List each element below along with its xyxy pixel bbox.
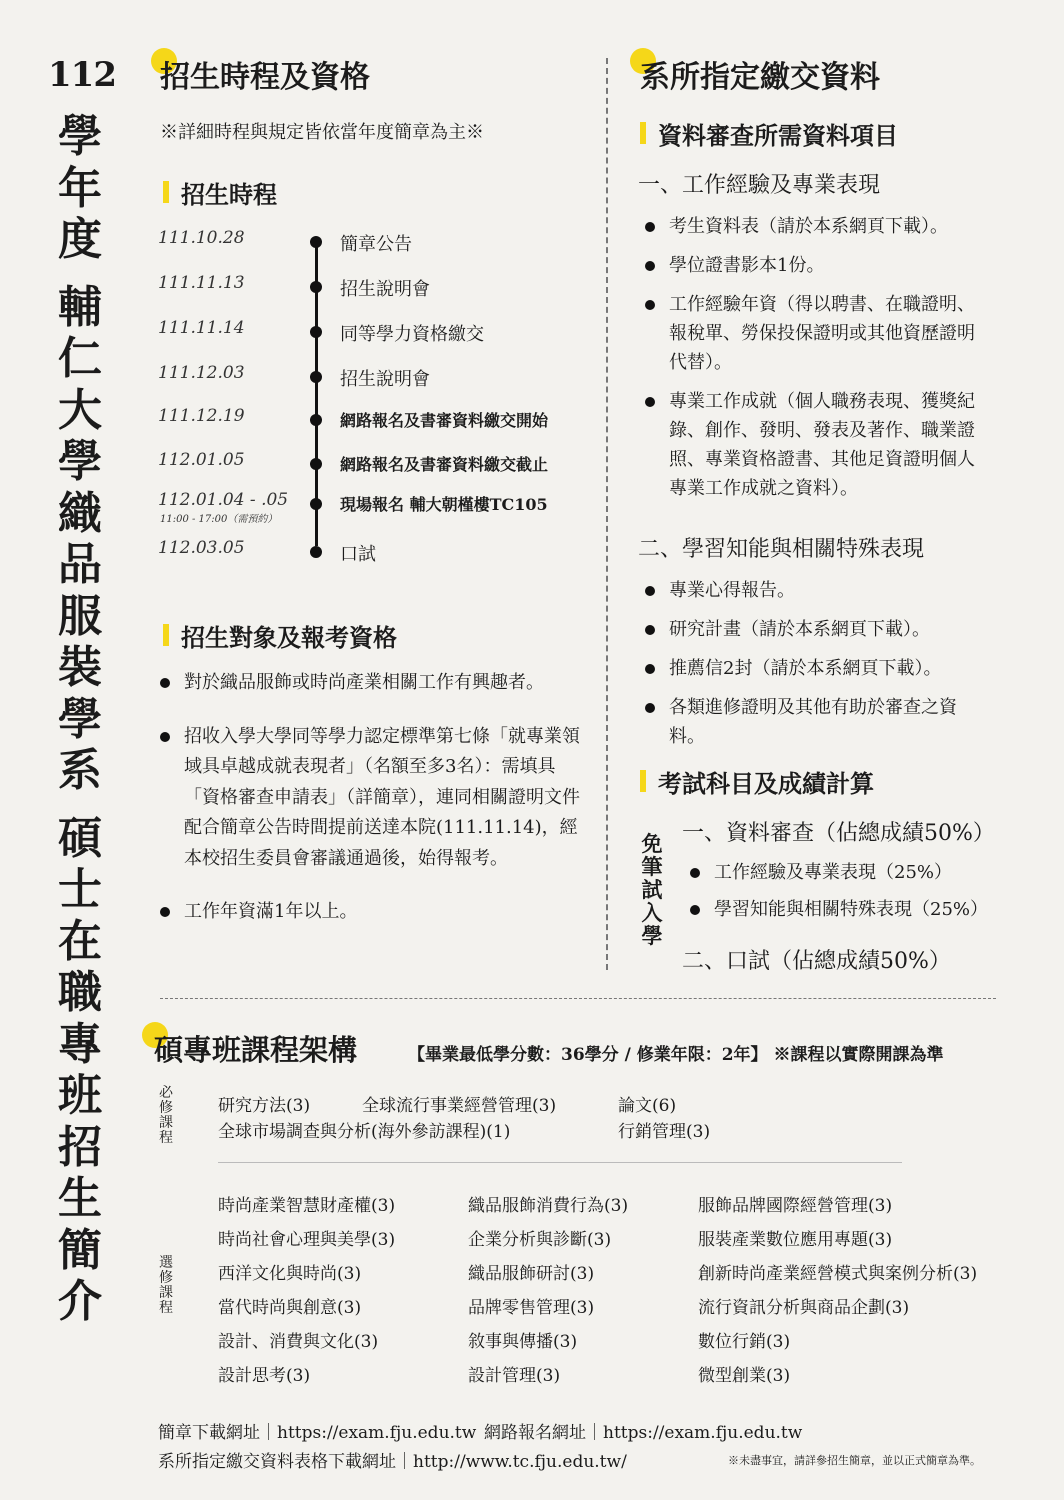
- course-item: 設計管理(3): [468, 1366, 561, 1386]
- course-item: 時尚社會心理與美學(3): [218, 1230, 396, 1250]
- list-item: 專業心得報告。: [645, 576, 985, 605]
- vertical-title-line1: [48, 111, 112, 266]
- course-item: 論文(6): [618, 1096, 677, 1116]
- timeline-title: 招生時程: [163, 175, 277, 210]
- group2-title: 二、學習知能與相關特殊表現: [638, 537, 925, 562]
- list-item: 招收入學大學同等學力認定標準第七條「就專業領域具卓越成就表現者」（名額至多3名）：需填具「資格審查申請表」（詳簡章），連同相關證明文件配合簡章公告時間提前送達本院(111.11.14)，經本校招生委員會審議通過後，始得報考。: [160, 722, 580, 875]
- timeline-row: [158, 318, 598, 348]
- list-item: 工作經驗年資（得以聘書、在職證明、報稅單、勞保投保證明或其他資歷證明代替）。: [645, 290, 985, 377]
- timeline: [158, 228, 598, 563]
- timeline-time: 11:00 - 17:00（需預約）: [160, 514, 278, 525]
- timeline-date: 112.01.04 - .05: [158, 490, 289, 510]
- timeline-dot: [310, 371, 322, 383]
- required-label: [157, 1086, 175, 1146]
- timeline-date: 112.03.05: [158, 538, 245, 558]
- course-item: 織品服飾研討(3): [468, 1264, 595, 1284]
- course-item: 設計、消費與文化(3): [218, 1332, 379, 1352]
- timeline-dot: [310, 498, 322, 510]
- label-char: 課: [159, 1285, 173, 1301]
- curriculum-info: 【畢業最低學分數：36學分 / 修業年限：2年】 ※課程以實際開課為準: [408, 1045, 944, 1065]
- course-item: 全球流行事業經營管理(3): [362, 1096, 557, 1116]
- vertical-title-char: 學: [58, 693, 102, 745]
- exempt-char: 學: [641, 923, 663, 948]
- label-char: 修: [159, 1100, 173, 1116]
- exam-sub-list: [690, 858, 990, 934]
- timeline-row: [158, 538, 598, 568]
- exempt-label: [638, 832, 666, 947]
- timeline-dot: [310, 281, 322, 293]
- group2-list: [645, 576, 985, 761]
- timeline-row: [158, 450, 598, 480]
- timeline-date: 111.10.28: [158, 228, 245, 248]
- vertical-title-char: 招: [58, 1121, 102, 1173]
- list-item: 研究計畫（請於本系網頁下載）。: [645, 615, 985, 644]
- course-item: 流行資訊分析與商品企劃(3): [698, 1298, 910, 1318]
- timeline-event: 招生說明會: [340, 279, 430, 300]
- vertical-title-char: 服: [58, 590, 102, 642]
- course-item: 全球市場調查與分析(海外參訪課程)(1): [218, 1122, 511, 1142]
- list-item: 推薦信2封（請於本系網頁下載）。: [645, 654, 985, 683]
- review-title: 資料審查所需資料項目: [640, 116, 898, 151]
- timeline-dot: [310, 236, 322, 248]
- schedule-section-title: 招生時程及資格: [160, 60, 370, 95]
- eligibility-list: [160, 668, 580, 951]
- course-item: 行銷管理(3): [618, 1122, 711, 1142]
- vertical-title-line2: [48, 282, 112, 797]
- list-item: 工作經驗及專業表現（25%）: [690, 858, 990, 887]
- course-item: 織品服飾消費行為(3): [468, 1196, 629, 1216]
- timeline-dot: [310, 458, 322, 470]
- timeline-event: 口試: [340, 544, 376, 565]
- vertical-title-char: 簡: [58, 1224, 102, 1276]
- timeline-row: [158, 406, 598, 436]
- course-item: 微型創業(3): [698, 1366, 791, 1386]
- label-char: 程: [159, 1130, 173, 1146]
- course-item: 西洋文化與時尚(3): [218, 1264, 362, 1284]
- vertical-title-char: 系: [58, 745, 102, 796]
- vertical-title-char: 仁: [58, 333, 102, 384]
- vertical-title-char: 大: [58, 384, 102, 436]
- vertical-title: [48, 55, 116, 1328]
- section-divider: [160, 998, 996, 999]
- timeline-date: 111.12.19: [158, 406, 245, 426]
- course-item: 研究方法(3): [218, 1096, 311, 1116]
- course-item: 當代時尚與創意(3): [218, 1298, 362, 1318]
- label-char: 選: [159, 1255, 173, 1271]
- list-item: 各類進修證明及其他有助於審查之資料。: [645, 693, 985, 751]
- vertical-title-char: 生: [58, 1173, 102, 1224]
- list-item: 對於織品服飾或時尚產業相關工作有興趣者。: [160, 668, 580, 699]
- forms-url[interactable]: 系所指定繳交資料表格下載網址｜http://www.tc.fju.edu.tw/: [158, 1452, 627, 1472]
- online-registration-url[interactable]: 網路報名網址｜https://exam.fju.edu.tw: [484, 1423, 803, 1443]
- vertical-title-char: 碩: [58, 812, 102, 864]
- brochure-url[interactable]: 簡章下載網址｜https://exam.fju.edu.tw: [158, 1423, 477, 1443]
- vertical-title-char: 裝: [58, 642, 102, 693]
- timeline-event: 同等學力資格繳交: [340, 324, 484, 345]
- timeline-event: 簡章公告: [340, 234, 412, 255]
- course-item: 創新時尚產業經營模式與案例分析(3): [698, 1264, 978, 1284]
- label-char: 必: [159, 1085, 173, 1101]
- curriculum-title: 碩專班課程架構: [154, 1033, 358, 1067]
- disclaimer: ※未盡事宜，請詳參招生簡章，並以正式簡章為準。: [728, 1454, 981, 1467]
- exempt-char: 免: [641, 831, 663, 856]
- eligibility-title: 招生對象及報考資格: [163, 618, 397, 653]
- course-divider: [218, 1162, 902, 1163]
- list-item: 考生資料表（請於本系網頁下載）。: [645, 212, 985, 241]
- course-item: 時尚產業智慧財產權(3): [218, 1196, 396, 1216]
- list-item: 工作年資滿1年以上。: [160, 897, 580, 928]
- timeline-event: 網路報名及書審資料繳交開始: [340, 411, 549, 430]
- timeline-date: 112.01.05: [158, 450, 245, 470]
- vertical-title-char: 學: [58, 436, 102, 487]
- column-divider: [606, 58, 608, 970]
- vertical-title-char: 職: [58, 967, 102, 1018]
- vertical-title-year: 112: [48, 55, 116, 95]
- label-char: 課: [159, 1115, 173, 1131]
- exempt-char: 筆: [641, 854, 663, 879]
- timeline-dot: [310, 414, 322, 426]
- vertical-title-char: 品: [58, 539, 102, 590]
- timeline-row: [158, 363, 598, 393]
- timeline-date: 111.11.14: [158, 318, 245, 338]
- group1-title: 一、工作經驗及專業表現: [638, 173, 881, 198]
- timeline-event: 網路報名及書審資料繳交截止: [340, 455, 549, 474]
- course-item: 敘事與傳播(3): [468, 1332, 578, 1352]
- list-item: 專業工作成就（個人職務表現、獲獎紀錄、創作、發明、發表及著作、職業證照、專業資格證書、其他足資證明個人專業工作成就之資料）。: [645, 387, 985, 503]
- vertical-title-char: 介: [58, 1276, 102, 1327]
- timeline-row: [158, 490, 598, 525]
- vertical-title-char: 度: [58, 214, 102, 265]
- timeline-event: 招生說明會: [340, 369, 430, 390]
- vertical-title-char: 在: [58, 915, 102, 967]
- schedule-note: ※詳細時程與規定皆依當年度簡章為主※: [160, 122, 484, 143]
- course-item: 企業分析與診斷(3): [468, 1230, 612, 1250]
- course-item: 服飾品牌國際經營管理(3): [698, 1196, 893, 1216]
- timeline-dot: [310, 326, 322, 338]
- timeline-date: 111.12.03: [158, 363, 245, 383]
- list-item: 學位證書影本1份。: [645, 251, 985, 280]
- vertical-title-char: 輔: [58, 281, 102, 333]
- timeline-date: 111.11.13: [158, 273, 245, 293]
- vertical-title-line3: [48, 813, 112, 1328]
- course-item: 服裝產業數位應用專題(3): [698, 1230, 893, 1250]
- exam-title: 考試科目及成績計算: [640, 764, 874, 799]
- vertical-title-char: 班: [58, 1070, 102, 1121]
- timeline-event: 現場報名 輔大朝槿樓TC105: [340, 495, 548, 514]
- course-item: 品牌零售管理(3): [468, 1298, 595, 1318]
- exam-item1: 一、資料審查（佔總成績50%）: [682, 821, 995, 846]
- vertical-title-char: 學: [58, 111, 102, 162]
- documents-section-title: 系所指定繳交資料: [640, 60, 880, 95]
- vertical-title-char: 年: [58, 162, 102, 214]
- timeline-row: [158, 273, 598, 303]
- group1-list: [645, 212, 985, 513]
- timeline-dot: [310, 546, 322, 558]
- vertical-title-char: 專: [58, 1018, 102, 1070]
- vertical-title-char: 織: [58, 487, 102, 539]
- course-item: 設計思考(3): [218, 1366, 311, 1386]
- vertical-title-char: 士: [58, 864, 102, 915]
- label-char: 修: [159, 1270, 173, 1286]
- course-item: 數位行銷(3): [698, 1332, 791, 1352]
- elective-label: [157, 1256, 175, 1316]
- exempt-char: 試: [641, 877, 663, 902]
- list-item: 學習知能與相關特殊表現（25%）: [690, 895, 990, 924]
- exam-item2: 二、口試（佔總成績50%）: [682, 949, 951, 974]
- timeline-row: [158, 228, 598, 258]
- exempt-char: 入: [641, 900, 663, 925]
- label-char: 程: [159, 1300, 173, 1316]
